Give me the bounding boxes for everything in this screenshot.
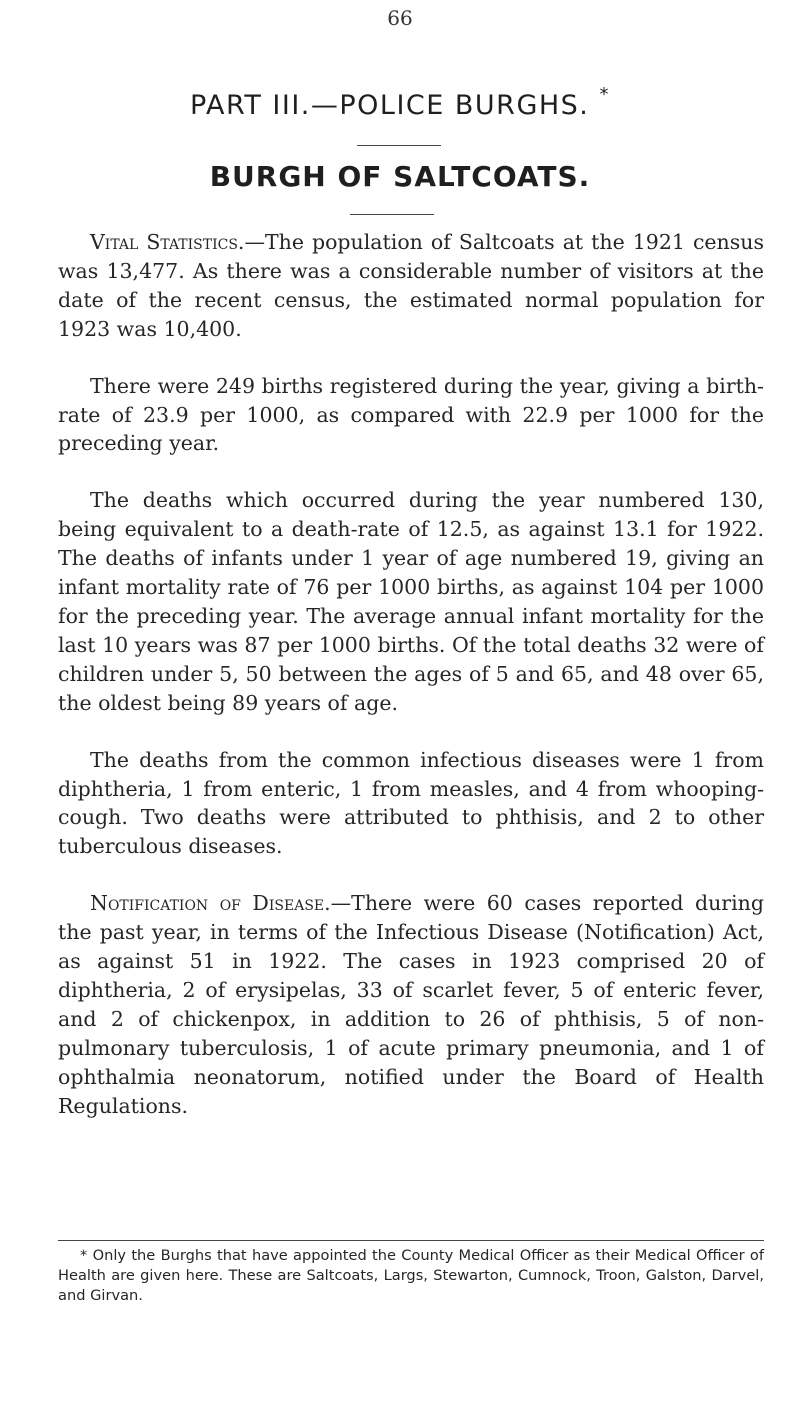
section-heading-vital-statistics: Vital Statistics. [90, 230, 245, 254]
part-title-text: PART III.—POLICE BURGHS. [190, 90, 590, 121]
paragraph-text: There were 249 births registered during the year, giving a birth-rate of 23.9 per 1000, as compared with 22.9 per 1000 for the preceding year. [58, 373, 764, 456]
paragraph-births [58, 372, 764, 459]
page-number: 66 [387, 6, 413, 30]
body-text [58, 228, 764, 1148]
paragraph-text: —There were 60 cases reported during the past year, in terms of the Infectious Disease (Notification) Act, as against 51 in 1922. The cases in 1923 comprised 20 of diphtheria, 2 of erysipelas, 33 of scarlet fever, 5 of enteric fever, and 2 of chickenpox, in addition to 26 of phthisis, 5 of non-pulmonary tuberculosis, 1 of acute primary pneumonia, and 1 of ophthalmia neonatorum, notified under the Board of Health Regulations. [58, 891, 764, 1118]
part-title [0, 84, 800, 121]
footnote-marker: * [599, 84, 610, 105]
paragraph-infectious-deaths [58, 746, 764, 862]
footnote-divider [58, 1240, 764, 1241]
paragraph-notification [58, 889, 764, 1120]
title-divider-top [357, 145, 441, 146]
paragraph-text: The deaths which occurred during the year numbered 130, being equivalent to a death-rate of 12.5, as against 13.1 for 1922. The deaths of infants under 1 year of age numbered 19, giving an infant mortality rate of 76 per 1000 births, as against 104 per 1000 for the preceding year. The average annual infant mortality for the last 10 years was 87 per 1000 births. Of the total deaths 32 were of children under 5, 50 between the ages of 5 and 65, and 48 over 65, the oldest being 89 years of age. [58, 488, 764, 715]
burgh-title: BURGH OF SALTCOATS. [209, 160, 591, 193]
footnote: * Only the Burghs that have appointed the County Medical Officer as their Medical Officer of Health are given here. These are Saltcoats, Largs, Stewarton, Cumnock, Troon, Galston, Darvel, and Girvan. [58, 1247, 764, 1304]
section-heading-notification: Notification of Disease. [90, 891, 331, 916]
title-divider-bottom [350, 214, 434, 215]
paragraph-deaths [58, 486, 764, 717]
paragraph-text: The deaths from the common infectious diseases were 1 from diphtheria, 1 from enteric, 1 from measles, and 4 from whooping-cough. Two deaths were attributed to phthisis, and 2 to other tuberculous diseases. [58, 747, 764, 859]
paragraph-vital-statistics [58, 228, 764, 344]
paragraph-text: —The population of Saltcoats at the 1921 census was 13,477. As there was a considerable number of visitors at the date of the recent census, the estimated normal population for 1923 was 10,400. [58, 230, 764, 341]
